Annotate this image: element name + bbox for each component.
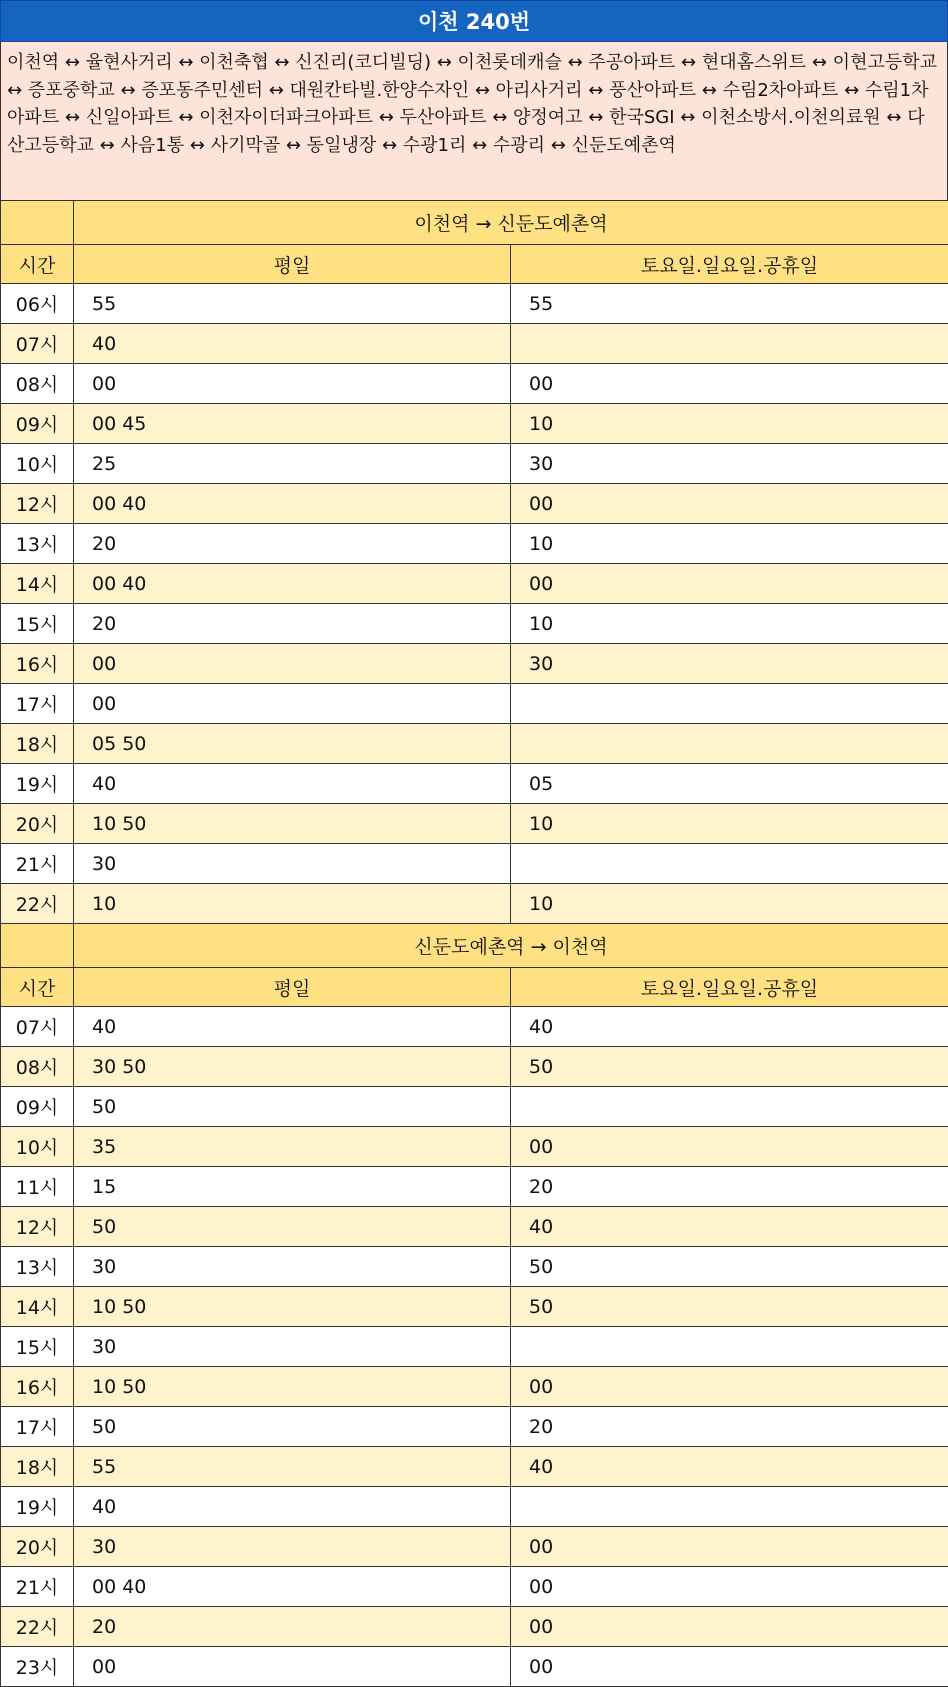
weekday-times-cell: 00 40 xyxy=(74,484,511,524)
table-row xyxy=(1,1007,948,1047)
hour-cell: 20시 xyxy=(1,1527,74,1567)
table-row xyxy=(1,444,948,484)
timetable-body xyxy=(1,201,948,1687)
weekday-times-cell: 25 xyxy=(74,444,511,484)
weekday-times-cell: 30 xyxy=(74,844,511,884)
table-row xyxy=(1,1607,948,1647)
weekday-times-cell: 05 50 xyxy=(74,724,511,764)
hour-cell: 22시 xyxy=(1,884,74,924)
weekday-times-cell: 30 50 xyxy=(74,1047,511,1087)
hour-cell: 20시 xyxy=(1,804,74,844)
weekend-times-cell: 05 xyxy=(511,764,948,804)
hour-cell: 13시 xyxy=(1,524,74,564)
weekend-times-cell: 00 xyxy=(511,484,948,524)
weekday-times-cell: 20 xyxy=(74,524,511,564)
weekend-times-cell xyxy=(511,1487,948,1527)
direction-label: 신둔도예촌역 → 이천역 xyxy=(74,924,948,968)
table-row xyxy=(1,804,948,844)
weekend-times-cell: 00 xyxy=(511,1567,948,1607)
weekday-times-cell: 20 xyxy=(74,1607,511,1647)
table-row xyxy=(1,324,948,364)
weekday-times-cell: 50 xyxy=(74,1407,511,1447)
hour-cell: 16시 xyxy=(1,1367,74,1407)
weekday-times-cell: 40 xyxy=(74,1007,511,1047)
hour-cell: 14시 xyxy=(1,564,74,604)
table-row xyxy=(1,1247,948,1287)
weekend-times-cell: 10 xyxy=(511,804,948,844)
weekend-times-cell: 10 xyxy=(511,604,948,644)
weekend-times-cell: 40 xyxy=(511,1447,948,1487)
weekend-times-cell xyxy=(511,724,948,764)
weekday-times-cell: 35 xyxy=(74,1127,511,1167)
weekend-times-cell: 10 xyxy=(511,524,948,564)
hour-cell: 10시 xyxy=(1,444,74,484)
weekend-times-cell: 30 xyxy=(511,644,948,684)
hour-cell: 21시 xyxy=(1,844,74,884)
weekday-times-cell: 15 xyxy=(74,1167,511,1207)
table-row xyxy=(1,1567,948,1607)
weekend-times-cell: 20 xyxy=(511,1167,948,1207)
hour-cell: 12시 xyxy=(1,484,74,524)
weekday-times-cell: 55 xyxy=(74,1447,511,1487)
hour-cell: 07시 xyxy=(1,1007,74,1047)
column-header-hour: 시간 xyxy=(1,245,74,284)
weekend-times-cell: 10 xyxy=(511,404,948,444)
direction-header-row xyxy=(1,924,948,968)
table-row xyxy=(1,1167,948,1207)
route-description: 이천역 ↔ 율현사거리 ↔ 이천축협 ↔ 신진리(코디빌딩) ↔ 이천롯데캐슬 ↔ 주공아파트 ↔ 현대홈스위트 ↔ 이현고등학교 ↔ 증포중학교 ↔ 증포동주민센터 ↔ 대원칸타빌.한양수자인 ↔ 아리사거리 ↔ 풍산아파트 ↔ 수림2차아파트 ↔ 수림1차아파트 ↔ 신일아파트 ↔ 이천자이더파크아파트 ↔ 두산아파트 ↔ 양정여고 ↔ 한국SGI ↔ 이천소방서.이천의료원 ↔ 다산고등학교 ↔ 사음1통 ↔ 사기막골 ↔ 동일냉장 ↔ 수광1리 ↔ 수광리 ↔ 신둔도예촌역 xyxy=(0,42,948,200)
table-row xyxy=(1,1207,948,1247)
hour-cell: 17시 xyxy=(1,684,74,724)
weekend-times-cell: 40 xyxy=(511,1207,948,1247)
table-row xyxy=(1,404,948,444)
hour-cell: 17시 xyxy=(1,1407,74,1447)
table-row xyxy=(1,604,948,644)
table-row xyxy=(1,484,948,524)
weekend-times-cell: 50 xyxy=(511,1287,948,1327)
weekday-times-cell: 30 xyxy=(74,1327,511,1367)
hour-cell: 09시 xyxy=(1,404,74,444)
table-row xyxy=(1,1487,948,1527)
table-row xyxy=(1,844,948,884)
hour-cell: 10시 xyxy=(1,1127,74,1167)
table-row xyxy=(1,364,948,404)
table-row xyxy=(1,564,948,604)
table-row xyxy=(1,764,948,804)
direction-corner-cell xyxy=(1,924,74,968)
weekday-times-cell: 00 xyxy=(74,1647,511,1687)
weekday-times-cell: 10 50 xyxy=(74,804,511,844)
hour-cell: 08시 xyxy=(1,364,74,404)
table-row xyxy=(1,524,948,564)
weekend-times-cell: 00 xyxy=(511,1127,948,1167)
weekend-times-cell: 00 xyxy=(511,1607,948,1647)
hour-cell: 21시 xyxy=(1,1567,74,1607)
hour-cell: 08시 xyxy=(1,1047,74,1087)
table-row xyxy=(1,1047,948,1087)
hour-cell: 14시 xyxy=(1,1287,74,1327)
table-row xyxy=(1,1447,948,1487)
timetable xyxy=(0,200,948,1687)
column-header-hour: 시간 xyxy=(1,968,74,1007)
weekday-times-cell: 30 xyxy=(74,1527,511,1567)
hour-cell: 23시 xyxy=(1,1647,74,1687)
hour-cell: 12시 xyxy=(1,1207,74,1247)
hour-cell: 15시 xyxy=(1,1327,74,1367)
weekend-times-cell: 20 xyxy=(511,1407,948,1447)
weekend-times-cell: 00 xyxy=(511,364,948,404)
weekday-times-cell: 30 xyxy=(74,1247,511,1287)
column-header-weekday: 평일 xyxy=(74,968,511,1007)
table-row xyxy=(1,1087,948,1127)
column-header-row xyxy=(1,968,948,1007)
weekday-times-cell: 20 xyxy=(74,604,511,644)
table-row xyxy=(1,1527,948,1567)
hour-cell: 13시 xyxy=(1,1247,74,1287)
weekday-times-cell: 00 40 xyxy=(74,1567,511,1607)
hour-cell: 18시 xyxy=(1,724,74,764)
direction-header-row xyxy=(1,201,948,245)
weekday-times-cell: 50 xyxy=(74,1207,511,1247)
table-row xyxy=(1,1287,948,1327)
hour-cell: 11시 xyxy=(1,1167,74,1207)
hour-cell: 16시 xyxy=(1,644,74,684)
weekend-times-cell xyxy=(511,324,948,364)
weekend-times-cell: 10 xyxy=(511,884,948,924)
weekday-times-cell: 00 45 xyxy=(74,404,511,444)
hour-cell: 09시 xyxy=(1,1087,74,1127)
weekday-times-cell: 55 xyxy=(74,284,511,324)
weekend-times-cell: 00 xyxy=(511,564,948,604)
hour-cell: 15시 xyxy=(1,604,74,644)
page-title: 이천 240번 xyxy=(0,0,948,42)
table-row xyxy=(1,884,948,924)
hour-cell: 18시 xyxy=(1,1447,74,1487)
weekday-times-cell: 00 40 xyxy=(74,564,511,604)
weekday-times-cell: 50 xyxy=(74,1087,511,1127)
weekday-times-cell: 00 xyxy=(74,644,511,684)
weekday-times-cell: 10 xyxy=(74,884,511,924)
table-row xyxy=(1,644,948,684)
weekday-times-cell: 10 50 xyxy=(74,1367,511,1407)
weekend-times-cell: 50 xyxy=(511,1247,948,1287)
column-header-weekend: 토요일.일요일.공휴일 xyxy=(511,968,948,1007)
table-row xyxy=(1,1407,948,1447)
hour-cell: 22시 xyxy=(1,1607,74,1647)
weekend-times-cell: 50 xyxy=(511,1047,948,1087)
weekday-times-cell: 40 xyxy=(74,764,511,804)
weekday-times-cell: 00 xyxy=(74,684,511,724)
column-header-weekday: 평일 xyxy=(74,245,511,284)
hour-cell: 07시 xyxy=(1,324,74,364)
weekday-times-cell: 40 xyxy=(74,324,511,364)
column-header-weekend: 토요일.일요일.공휴일 xyxy=(511,245,948,284)
table-row xyxy=(1,1327,948,1367)
hour-cell: 19시 xyxy=(1,1487,74,1527)
weekend-times-cell: 55 xyxy=(511,284,948,324)
weekend-times-cell xyxy=(511,1327,948,1367)
weekday-times-cell: 00 xyxy=(74,364,511,404)
weekend-times-cell xyxy=(511,844,948,884)
hour-cell: 06시 xyxy=(1,284,74,324)
table-row xyxy=(1,284,948,324)
weekday-times-cell: 40 xyxy=(74,1487,511,1527)
table-row xyxy=(1,1367,948,1407)
weekend-times-cell: 00 xyxy=(511,1647,948,1687)
table-row xyxy=(1,1647,948,1687)
direction-label: 이천역 → 신둔도예촌역 xyxy=(74,201,948,245)
table-row xyxy=(1,1127,948,1167)
direction-corner-cell xyxy=(1,201,74,245)
weekend-times-cell: 00 xyxy=(511,1527,948,1567)
table-row xyxy=(1,684,948,724)
weekday-times-cell: 10 50 xyxy=(74,1287,511,1327)
weekend-times-cell xyxy=(511,684,948,724)
weekend-times-cell: 30 xyxy=(511,444,948,484)
weekend-times-cell: 00 xyxy=(511,1367,948,1407)
weekend-times-cell xyxy=(511,1087,948,1127)
weekend-times-cell: 40 xyxy=(511,1007,948,1047)
table-row xyxy=(1,724,948,764)
column-header-row xyxy=(1,245,948,284)
hour-cell: 19시 xyxy=(1,764,74,804)
